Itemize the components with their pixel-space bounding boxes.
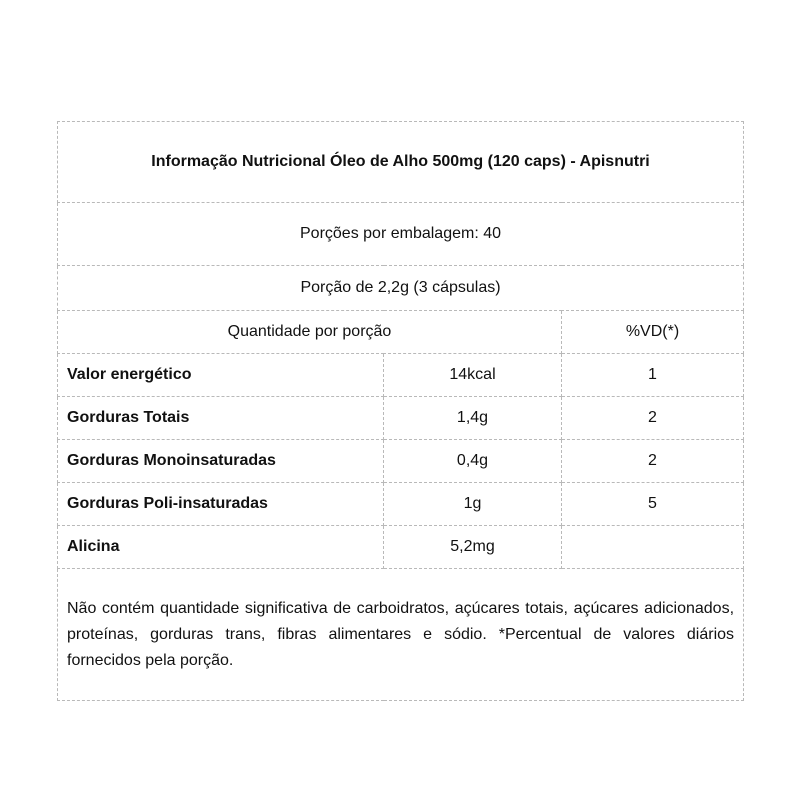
dv-header: %VD(*) (562, 311, 744, 354)
nutrient-dv (562, 526, 744, 569)
nutrient-name: Gorduras Monoinsaturadas (58, 440, 384, 483)
nutrient-name: Gorduras Poli-insaturadas (58, 483, 384, 526)
nutrient-dv: 1 (562, 354, 744, 397)
title-row (58, 122, 744, 203)
table-row (58, 354, 744, 397)
table-row (58, 526, 744, 569)
nutrient-amount: 0,4g (384, 440, 562, 483)
nutrient-amount: 1,4g (384, 397, 562, 440)
servings-per-package: Porções por embalagem: 40 (58, 203, 744, 266)
nutrient-name: Alicina (58, 526, 384, 569)
nutrient-dv: 2 (562, 440, 744, 483)
nutrient-amount: 14kcal (384, 354, 562, 397)
nutrient-name: Gorduras Totais (58, 397, 384, 440)
header-row (58, 311, 744, 354)
footnote-row (58, 569, 744, 701)
portion-row (58, 266, 744, 311)
nutrition-facts-table (57, 121, 744, 701)
quantity-header: Quantidade por porção (58, 311, 562, 354)
nutrient-name: Valor energético (58, 354, 384, 397)
table-title: Informação Nutricional Óleo de Alho 500mg (120 caps) - Apisnutri (58, 122, 744, 203)
table-row (58, 397, 744, 440)
table-row (58, 483, 744, 526)
servings-row (58, 203, 744, 266)
nutrient-amount: 5,2mg (384, 526, 562, 569)
nutrient-dv: 5 (562, 483, 744, 526)
serving-size: Porção de 2,2g (3 cápsulas) (58, 266, 744, 311)
nutrient-amount: 1g (384, 483, 562, 526)
footnote-text: Não contém quantidade significativa de carboidratos, açúcares totais, açúcares adicionados, proteínas, gorduras trans, fibras alimentares e sódio. *Percentual de valores diários fornecidos pela porção. (58, 569, 744, 701)
table-row (58, 440, 744, 483)
nutrient-dv: 2 (562, 397, 744, 440)
